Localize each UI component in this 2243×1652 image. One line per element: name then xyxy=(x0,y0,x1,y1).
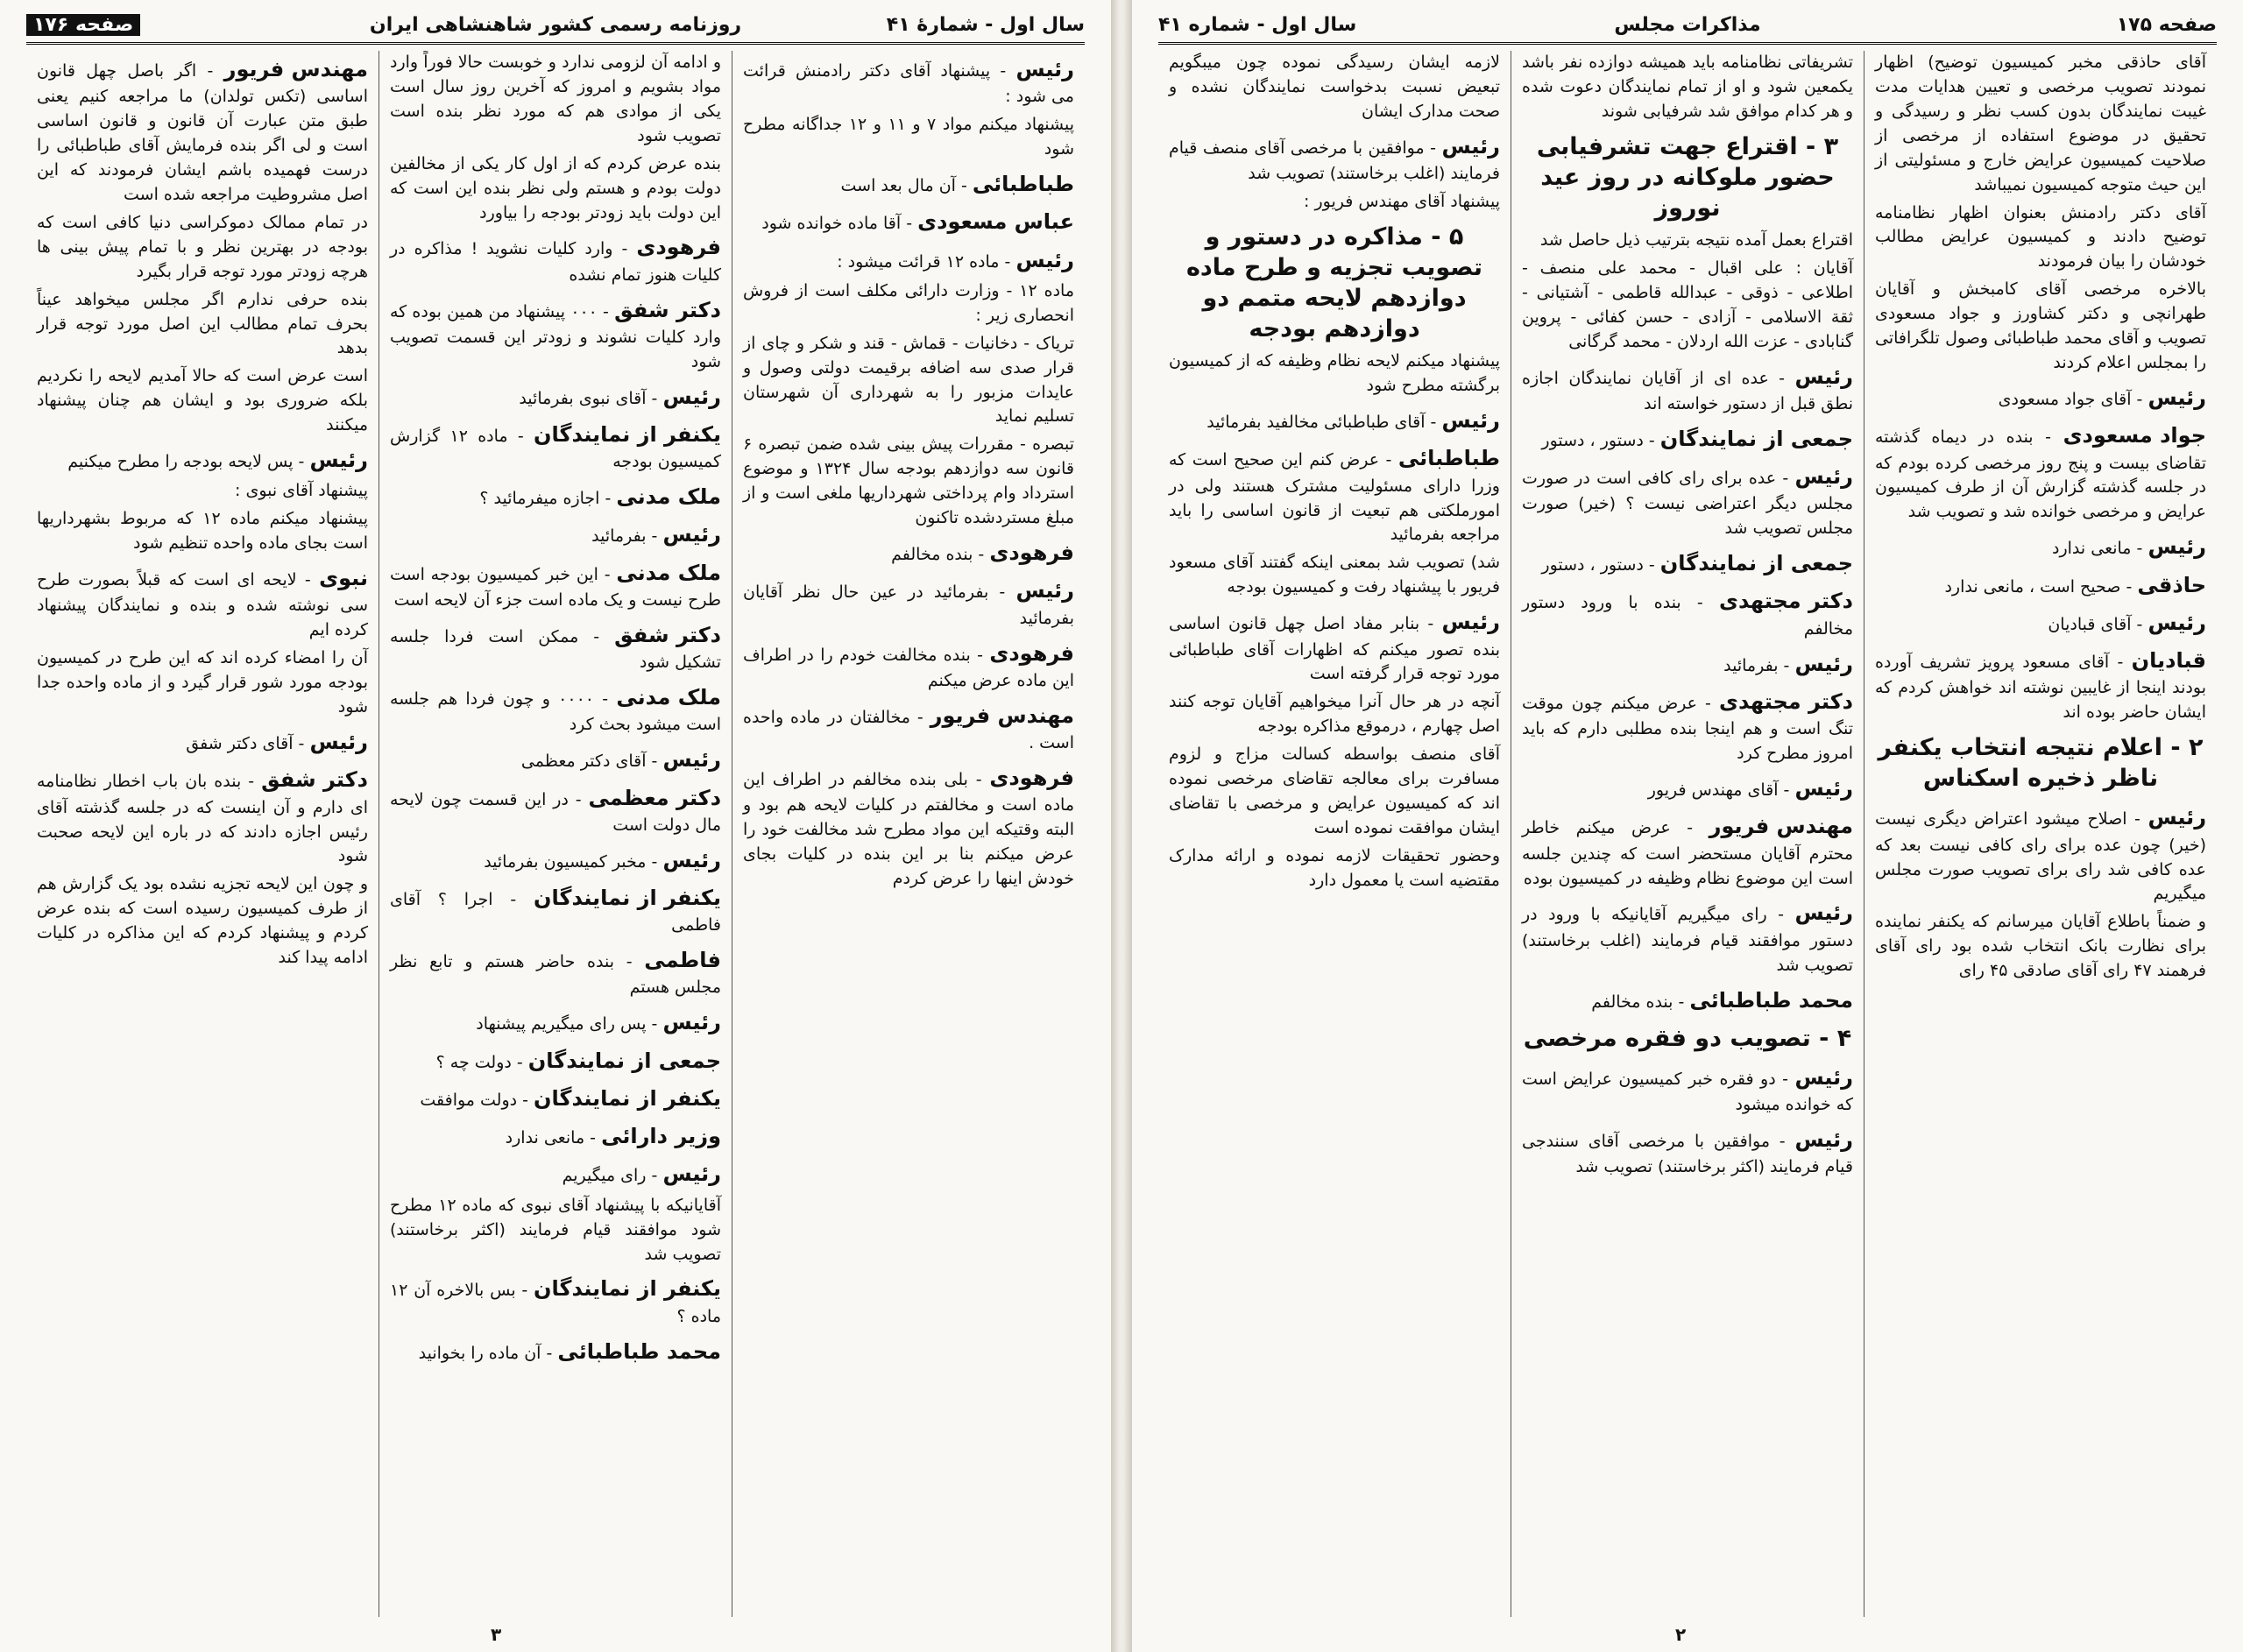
speech-paragraph xyxy=(1522,982,1853,1016)
speech-paragraph xyxy=(743,572,1074,631)
body-paragraph: آقایان : علی اقبال - محمد علی منصف - اطلاعی - ذوقی - عبدالله قاطمی - آشتیانی - ثقة الاسلامی - آزادی - حسن کفائی - پروین گنابادی - عزت الله اردلان - محمد گرگانی xyxy=(1522,258,1853,351)
speech-text: - پیشنهاد آقای دکتر رادمنش قرائت می شود : xyxy=(743,61,1074,107)
speaker-name: وزیر دارائی xyxy=(601,1124,721,1149)
right-page-number: ۲ xyxy=(1675,1624,1687,1645)
speech-text: - بنابر مفاد اصل چهل قانون اساسی بنده تصور میکنم که اظهارات آقای طباطبائی مورد توجه قرار گرفته است xyxy=(1169,614,1500,684)
speech-text: - بفرمائید xyxy=(591,526,658,547)
speech-paragraph xyxy=(390,516,721,550)
speech-text: - عده ای از آقایان نمایندگان اجازه نطق قبل از دستور خواسته اند xyxy=(1522,368,1853,413)
speech-text: - عرض میکنم چون موقت تنگ است و هم اینجا بنده مطلبی دارم که باید امروز مطرح کرد xyxy=(1522,693,1853,764)
right-newspaper-page xyxy=(1132,0,2243,1652)
speech-paragraph xyxy=(390,292,721,375)
speech-text: - رای میگیریم xyxy=(562,1166,658,1186)
speaker-name: یکنفر از نمایندگان xyxy=(534,1276,721,1302)
speech-text: - دستور ، دستور xyxy=(1541,430,1655,450)
speech-paragraph xyxy=(743,203,1074,237)
speech-text: - دولت موافقت xyxy=(420,1090,528,1110)
left-newspaper-page xyxy=(0,0,1111,1652)
speech-paragraph xyxy=(1522,458,1853,541)
speaker-name: رئیس xyxy=(1794,364,1853,389)
speaker-name: رئیس xyxy=(662,747,721,773)
speaker-name: یکنفر از نمایندگان xyxy=(534,1085,721,1111)
speech-paragraph xyxy=(1169,604,1500,687)
left-page-header xyxy=(26,12,1085,45)
speech-paragraph xyxy=(390,780,721,838)
speech-paragraph xyxy=(743,759,1074,892)
speech-paragraph xyxy=(1522,683,1853,766)
speech-paragraph xyxy=(390,942,721,1000)
speaker-name: رئیس xyxy=(1794,900,1853,926)
speech-text: - آن ماده را بخوانید xyxy=(418,1343,553,1363)
speaker-name: رئیس xyxy=(1441,408,1500,434)
body-paragraph: تشریفاتی نظامنامه باید همیشه دوازده نفر باشد یکمعین شود و او از تمام نمایندگان دعوت شده و هر کدام موافق شد شرفیابی شوند xyxy=(1522,53,1853,121)
speaker-name: رئیس xyxy=(662,1161,721,1187)
speech-text: - بنده حاضر هستم و تابع نظر مجلس هستم xyxy=(390,952,721,998)
body-paragraph: آقای حاذقی مخبر کمیسیون توضیح) اظهار نمودند تصویب مرخصی و تعیین هدایات مدت غیبت نمایندگان بدون کسب نظر و رسیدگی و تحقیق در موضوع استفاده از مرخصی از صلاحیت کمیسیون عرایض خارج و مسئولیتی از این حیث متوجه کمیسیون نمیباشد xyxy=(1875,53,2206,194)
speech-paragraph xyxy=(390,1080,721,1114)
speaker-name: مهندس فریور xyxy=(223,57,368,81)
section-heading: ۴ - تصویب دو فقره مرخصی xyxy=(1523,1024,1852,1052)
speaker-name: رئیس xyxy=(1441,610,1500,635)
body-paragraph: تبصره - مقررات پیش بینی شده ضمن تبصره ۶ قانون سه دوازدهم بودجه سال ۱۳۲۴ و موضوع استرداد وام پرداختی شهرداریها ملغی است و از مبلغ مستردشده تاکنون xyxy=(743,434,1074,528)
body-paragraph: لازمه ایشان رسیدگی نموده چون میبگویم تبعیض نسبت بدخواست نمایندگان نشده و صحت مدارک ایشان xyxy=(1169,53,1500,121)
speaker-name: رئیس xyxy=(1015,57,1074,81)
speech-text: - اصلاح میشود اعتراض دیگری نیست (خیر) چون عده برای رای کافی نیست بعد که عده کافی شد رای برای تصویب صورت مجلس میگیریم xyxy=(1875,809,2206,904)
speech-text: - دو فقره خبر کمیسیون عرایض است که خوانده میشود xyxy=(1522,1069,1853,1115)
speech-paragraph xyxy=(390,741,721,775)
speech-text: - اگر باصل چهل قانون اساسی (تکس تولدان) ما مراجعه کنیم یعنی طبق متن عبارت آن قانون و قانون اساسی است و لی اگر بنده فرمایش آقای طباطبائی را درست فهمیده باشم ایشان فرمودند که این اصل مشروطیت مراجعه شده است xyxy=(37,61,368,204)
speech-paragraph xyxy=(1169,128,1500,187)
speech-paragraph xyxy=(743,242,1074,276)
speech-text: - عرض میکنم خاطر محترم آقایان مستحضر است که چندین جلسه است این موضوع نظام وظیفه در کمیسیون بوده xyxy=(1522,818,1853,888)
speaker-name: رئیس xyxy=(2147,805,2207,830)
speech-text: - عده برای رای کافی است در صورت مجلس دیگر اعتراضی نیست ؟ (خیر) صورت مجلس تصویب شد xyxy=(1522,469,1853,539)
speech-text: - بفرمائید در عین حال نظر آقایان بفرمائید xyxy=(743,582,1074,628)
speaker-name: نبوی xyxy=(319,566,368,591)
speaker-name: فرهودی xyxy=(989,640,1074,666)
speech-paragraph xyxy=(1169,440,1500,547)
speech-paragraph xyxy=(1169,402,1500,436)
speech-paragraph xyxy=(1522,420,1853,455)
speaker-name: حاذقی xyxy=(2137,572,2206,597)
speech-paragraph xyxy=(390,617,721,675)
speech-paragraph xyxy=(37,441,368,476)
right-page-columns xyxy=(1158,51,2217,1617)
speaker-name: دکتر مجتهدی xyxy=(1718,589,1853,614)
page-gutter xyxy=(1111,0,1132,1652)
body-paragraph: پیشنهاد آقای مهندس فریور : xyxy=(1304,191,1500,211)
speech-paragraph xyxy=(743,166,1074,200)
speech-paragraph xyxy=(743,697,1074,756)
speaker-name: یکنفر از نمایندگان xyxy=(534,886,721,911)
body-paragraph: پیشنهاد میکنم مواد ۷ و ۱۱ و ۱۲ جداگانه مطرح شود xyxy=(743,115,1074,159)
speech-paragraph xyxy=(390,1118,721,1152)
body-paragraph: آقای منصف بواسطه کسالت مزاج و لزوم مسافرت برای معالجه تقاضای مرخصی نموده اند که کمیسیون عرایض و مرخصی با تقاضای ایشان موافقت نموده است xyxy=(1169,745,1500,837)
speaker-name: فرهودی xyxy=(989,765,1074,790)
speaker-name: رئیس xyxy=(662,847,721,872)
speech-paragraph xyxy=(390,679,721,738)
speech-text: - ممکن است فردا جلسه تشکیل شود xyxy=(390,626,721,673)
speaker-name: قبادیان xyxy=(2131,648,2206,674)
speaker-name: فرهودی xyxy=(636,235,721,260)
speech-paragraph xyxy=(1522,1121,1853,1180)
speaker-name: رئیس xyxy=(662,1010,721,1035)
body-paragraph: اقتراع بعمل آمده نتیجه بترتیب ذیل حاصل شد xyxy=(1539,230,1853,251)
speaker-name: رئیس xyxy=(662,384,721,409)
speech-paragraph xyxy=(37,761,368,869)
speech-paragraph xyxy=(390,1155,721,1190)
body-paragraph: پیشنهاد میکنم لایحه نظام وظیفه که از کمیسیون برگشته مطرح شود xyxy=(1169,351,1500,396)
speech-paragraph xyxy=(1875,528,2206,562)
body-paragraph: پیشنهاد میکنم ماده ۱۲ که مربوط بشهرداریها است بجای ماده واحده تنظیم شود xyxy=(37,509,368,554)
speech-text: - مخبر کمیسیون بفرمائید xyxy=(484,851,658,872)
speech-paragraph xyxy=(37,560,368,643)
speech-paragraph xyxy=(743,51,1074,109)
speech-paragraph xyxy=(1875,799,2206,907)
speaker-name: دکتر شفق xyxy=(614,297,721,322)
body-paragraph: در تمام ممالک دموکراسی دنیا کافی است که بودجه در بهترین نظر و با تمام پیش بینی ها هرچه زودتر مورد توجه قرار بگیرد xyxy=(37,212,368,281)
speaker-name: ملک مدنی xyxy=(616,484,721,510)
speaker-name: رئیس xyxy=(1015,578,1074,604)
speaker-name: رئیس xyxy=(2147,534,2206,560)
speech-text: - آقای مسعود پرویز تشریف آورده بودند اینجا از غایبین نوشته اند خواهش کردم که ایشان حاضر بوده اند xyxy=(1875,653,2206,723)
speech-text: - ماده ۱۲ قرائت میشود : xyxy=(837,251,1011,272)
body-paragraph: وحضور تحقیقات لازمه نموده و ارائه مدارک مقتضیه است یا معمول دارد xyxy=(1169,845,1500,890)
speech-text: - رای میگیریم آقایانیکه با ورود در دستور موافقند قیام فرمایند (اغلب برخاستند) تصویب شد xyxy=(1522,905,1853,975)
right-issue-label: سال اول - شماره ۴۱ xyxy=(1158,14,1357,36)
speech-paragraph xyxy=(1522,1059,1853,1118)
section-heading: ۲ - اعلام نتیجه انتخاب یکنفر ناظر ذخیره اسکناس xyxy=(1878,734,2204,793)
body-paragraph: بنده عرض کردم که از اول کار یکی از مخالفین دولت بودم و هستم ولی نظر بنده این است که این دولت باید زودتر بودجه را بیاورد xyxy=(390,153,721,222)
speaker-name: فاطمی xyxy=(644,948,721,973)
speaker-name: یکنفر از نمایندگان xyxy=(534,422,721,448)
speech-text: - پس لایحه بودجه را مطرح میکنیم xyxy=(67,452,305,472)
speech-text: - دولت چه ؟ xyxy=(435,1052,523,1072)
speech-text: - موافقین با مرخصی آقای منصف قیام فرمایند (اغلب برخاستند) تصویب شد xyxy=(1169,138,1500,184)
speech-paragraph xyxy=(390,229,721,287)
speaker-name: عباس مسعودی xyxy=(917,209,1074,235)
right-column-3 xyxy=(1158,51,1511,1617)
left-issue-label: سال اول - شمارهٔ ۴۱ xyxy=(886,14,1085,36)
speech-text: - عرض کنم این صحیح است که وزرا دارای مسئولیت مشترک هستند ولی در امورملکتی هم تبعیت از قانون اساسی را باید مراجعه بفرمائید xyxy=(1169,450,1500,545)
speech-text: - بفرمائید xyxy=(1723,655,1790,675)
speech-text: - صحیح است ، مانعی ندارد xyxy=(1944,576,2133,597)
speaker-name: محمد طباطبائی xyxy=(557,1338,721,1364)
body-paragraph: و ضمناً باطلاع آقایان میرسانم که یکنفر نماینده برای نظارت بانک انتخاب شده بود رای آقای فرهمند ۴۷ رای آقای صادقی ۴۵ رای xyxy=(1875,912,2206,981)
speech-text: - موافقین با مرخصی آقای سنندجی قیام فرمایند (اکثر برخاستند) تصویب شد xyxy=(1522,1132,1853,1177)
speech-paragraph xyxy=(390,378,721,413)
speech-text: - ۰۰۰ پیشنهاد من همین بوده که وارد کلیات نشوند و زودتر این قسمت تصویب شود xyxy=(390,301,721,371)
speech-paragraph xyxy=(1522,545,1853,579)
speaker-name: رئیس xyxy=(309,448,368,473)
speaker-name: طباطبائی xyxy=(1397,446,1500,471)
speech-paragraph xyxy=(390,1004,721,1038)
body-paragraph: و چون این لایحه تجزیه نشده بود یک گزارش هم از طرف کمیسیون رسیده است که بنده عرض کردم و پیشنهاد کردم که این مذاکره در کلیات ادامه پیدا کند xyxy=(37,874,368,968)
left-folio: صفحه ۱۷۶ xyxy=(26,14,140,36)
speech-text: - لایحه ای است که قبلاً بصورت طرح سی نوشته شده و بنده و نمایندگان پیشنهاد کرده ایم xyxy=(37,570,368,640)
speech-text: - اجرا ؟ آقای فاطمی xyxy=(390,890,721,935)
body-paragraph: بنده حرفی ندارم اگر مجلس میخواهد عیناً بحرف تمام مطالب این اصل مورد توجه قرار بدهد xyxy=(37,289,368,358)
speech-paragraph xyxy=(1875,604,2206,639)
speech-text: - پس رای میگیریم پیشنهاد xyxy=(476,1014,658,1034)
speaker-name: ملک مدنی xyxy=(616,685,721,710)
speech-text: - بنده بان باب اخطار نظامنامه ای دارم و آن اینست که در جلسه گذشته آقای رئیس اجازه دادند که در باره این لایحه صحبت شود xyxy=(37,772,368,866)
speaker-name: دکتر شفق xyxy=(261,767,368,793)
body-paragraph: تریاک - دخانیات - قماش - قند و شکر و چای از قرار صدی سه اضافه برقیمت دولتی وصول و عایدات مزبور را به شهرداری آن شهرستان تسلیم نماید xyxy=(743,333,1074,427)
speech-text: - بنده با ورود دستور مخالفم xyxy=(1522,593,1853,639)
body-paragraph: آقای دکتر رادمنش بعنوان اظهار نظامنامه توضیح دادند و کمیسیون عرایض مطالب خودشان را بیان فرمودند xyxy=(1875,202,2206,272)
speaker-name: رئیس xyxy=(2147,610,2206,635)
speaker-name: مهندس فریور xyxy=(1709,814,1854,839)
speaker-name: جواد مسعودی xyxy=(2063,423,2206,448)
speaker-name: مهندس فریور xyxy=(930,702,1074,728)
speech-text: - ۰۰۰۰ و چون فردا هم جلسه است میشود بحث کرد xyxy=(390,689,721,735)
left-column-2 xyxy=(379,51,732,1617)
section-heading: ۵ - مذاکره در دستور و تصویب تجزیه و طرح ماده دوازدهم لایحه متمم دو دوازدهم بودجه xyxy=(1185,222,1482,343)
right-column-1 xyxy=(1864,51,2217,1617)
speaker-name: طباطبائی xyxy=(972,172,1074,197)
speech-text: - آقای دکتر شفق xyxy=(186,734,305,754)
speaker-name: محمد طباطبائی xyxy=(1689,987,1853,1013)
section-heading: ۳ - اقتراع جهت تشرفیابی حضور ملوکانه در روز عید نوروز xyxy=(1536,132,1839,222)
speech-paragraph xyxy=(1522,358,1853,417)
body-paragraph: آنچه در هر حال آنرا میخواهیم آقایان توجه کنند اصل چهارم ، درموقع مذاکره بودجه xyxy=(1169,692,1500,737)
left-page-columns xyxy=(26,51,1085,1617)
speaker-name: دکتر شفق xyxy=(614,622,721,647)
speech-text: - آن مال بعد است xyxy=(840,176,967,196)
speaker-name: رئیس xyxy=(1015,247,1074,272)
speaker-name: رئیس xyxy=(1794,464,1853,490)
speech-text: - آقای نبوی بفرمائید xyxy=(519,388,658,408)
speech-text: - مانعی ندارد xyxy=(2052,539,2143,559)
speaker-name: رئیس xyxy=(1794,651,1853,676)
body-paragraph: پیشنهاد آقای نبوی : xyxy=(235,481,368,501)
speaker-name: جمعی از نمایندگان xyxy=(1659,426,1853,451)
speech-text: - بنده در دیماه گذشته تقاضای بیست و پنج روز مرخصی کرده بودم که در جلسه گذشته گزارش آن از طرف کمیسیون عرایض و مرخصی خوانده شد و تصویب شد xyxy=(1875,427,2206,522)
speech-paragraph xyxy=(390,1042,721,1077)
speech-text: - مانعی ندارد xyxy=(505,1128,597,1148)
speech-text: - دستور ، دستور xyxy=(1541,555,1655,575)
speech-paragraph xyxy=(1522,770,1853,804)
speech-text: - بنده مخالفم xyxy=(1591,992,1685,1012)
speech-paragraph xyxy=(390,842,721,876)
body-paragraph: شد) تصویب شد بمعنی اینکه گفتند آقای مسعود فریور با پیشنهاد رفت و کمیسیون بودجه xyxy=(1169,553,1500,597)
speech-paragraph xyxy=(743,534,1074,568)
body-paragraph: است عرض است که حالا آمدیم لایحه را نکردیم بلکه ضروری بود و ایشان هم چنان پیشنهاد میکنند xyxy=(37,366,368,435)
right-page-title: مذاکرات مجلس xyxy=(1614,14,1761,36)
body-paragraph: آقایانیکه با پیشنهاد آقای نبوی که ماده ۱۲ مطرح شود موافقند قیام فرمایند (اکثر برخاستند) تصویب شد xyxy=(390,1195,721,1264)
speaker-name: رئیس xyxy=(2147,385,2206,410)
speech-text: - اجازه میفرمائید ؟ xyxy=(479,489,612,509)
right-folio: صفحه ۱۷۵ xyxy=(2116,14,2217,36)
speech-paragraph xyxy=(37,724,368,758)
speech-text: - در این قسمت چون لایحه مال دولت است xyxy=(390,789,721,835)
speaker-name: رئیس xyxy=(1794,1127,1853,1153)
speaker-name: رئیس xyxy=(1794,1064,1853,1090)
speech-text: - بنده مخالفم xyxy=(891,545,985,565)
speaker-name: جمعی از نمایندگان xyxy=(527,1048,721,1073)
speech-paragraph xyxy=(1875,417,2206,525)
speaker-name: رئیس xyxy=(309,730,368,755)
speech-text: - ماده ۱۲ گزارش کمیسیون بودجه xyxy=(390,427,721,472)
speech-paragraph xyxy=(37,51,368,208)
speech-paragraph xyxy=(390,1333,721,1367)
speech-paragraph xyxy=(390,416,721,475)
speech-paragraph xyxy=(390,879,721,938)
body-paragraph: آن را امضاء کرده اند که این طرح در کمیسیون بودجه مورد شور قرار گیرد و از ماده واحده جدا شود xyxy=(37,648,368,717)
speech-paragraph xyxy=(1875,642,2206,725)
speech-paragraph xyxy=(1522,646,1853,680)
speaker-name: رئیس xyxy=(1794,776,1853,801)
speech-paragraph xyxy=(390,478,721,512)
speech-text: - بلی بنده مخالفم در اطراف این ماده است و مخالفتم در کلیات لایحه هم بود و البته وقتیکه این مواد مطرح شد مخالفت خود را عرض میکنم بنا بر این بنده در کلیات بجای خودش اینها را عرض کردم xyxy=(743,769,1074,888)
left-column-3 xyxy=(26,51,379,1617)
speech-text: - بنده مخالفت خودم را در اطراف این ماده عرض میکنم xyxy=(743,645,1074,690)
speech-paragraph xyxy=(1875,379,2206,413)
speech-text: - آقا ماده خوانده شود xyxy=(761,214,913,234)
right-column-2 xyxy=(1511,51,1864,1617)
speech-paragraph xyxy=(1522,808,1853,891)
speech-text: - این خبر کمیسیون بودجه است طرح نیست و یک ماده است جزء آن لایحه است xyxy=(390,564,721,610)
speech-text: - آقای دکتر معظمی xyxy=(520,752,658,772)
speech-text: - آقای طباطبائی مخالفید بفرمائید xyxy=(1206,413,1437,433)
left-newspaper-title: روزنامه رسمی کشور شاهنشاهی ایران xyxy=(369,14,742,36)
body-paragraph: و ادامه آن لزومی ندارد و خوبست حالا فوراً وارد مواد بشویم و امروز که آخرین روز سال است یکی از موادی هم که مورد نظر بنده است تصویب شود xyxy=(390,53,721,145)
speech-text: - مخالفتان در ماده واحده است . xyxy=(743,707,1074,752)
speech-text: - وارد کلیات نشوید ! مذاکره در کلیات هنوز تمام نشده xyxy=(390,239,721,285)
speaker-name: ملک مدنی xyxy=(616,560,721,585)
speaker-name: دکتر مجتهدی xyxy=(1718,688,1853,714)
speaker-name: جمعی از نمایندگان xyxy=(1659,551,1853,576)
speech-text: - آقای قبادیان xyxy=(2048,614,2143,634)
body-paragraph: ماده ۱۲ - وزارت دارائی مکلف است از فروش انحصاری زیر : xyxy=(743,280,1075,325)
left-column-1 xyxy=(732,51,1085,1617)
speech-paragraph xyxy=(390,554,721,613)
speech-paragraph xyxy=(1875,567,2206,601)
speech-paragraph xyxy=(1522,582,1853,641)
left-page-number: ۳ xyxy=(491,1624,502,1645)
speech-paragraph xyxy=(390,1270,721,1329)
speech-paragraph xyxy=(743,635,1074,694)
speech-text: - آقای جواد مسعودی xyxy=(1998,389,2143,409)
speaker-name: رئیس xyxy=(1441,133,1500,159)
body-paragraph: بالاخره مرخصی آقای کامبخش و آقایان طهرانچی و دکتر کشاورز و جواد مسعودی تصویب و آقای محمد طباطبائی وصول تلگرافاتی را بمجلس اعلام کردند xyxy=(1875,279,2206,373)
speaker-name: فرهودی xyxy=(989,540,1074,566)
speech-text: - آقای مهندس فریور xyxy=(1647,780,1790,801)
right-page-header xyxy=(1158,12,2217,45)
speaker-name: رئیس xyxy=(662,522,721,547)
speech-paragraph xyxy=(1522,894,1853,978)
speech-text: - بس بالاخره آن ۱۲ ماده ؟ xyxy=(390,1281,721,1326)
speaker-name: دکتر معظمی xyxy=(588,785,722,810)
